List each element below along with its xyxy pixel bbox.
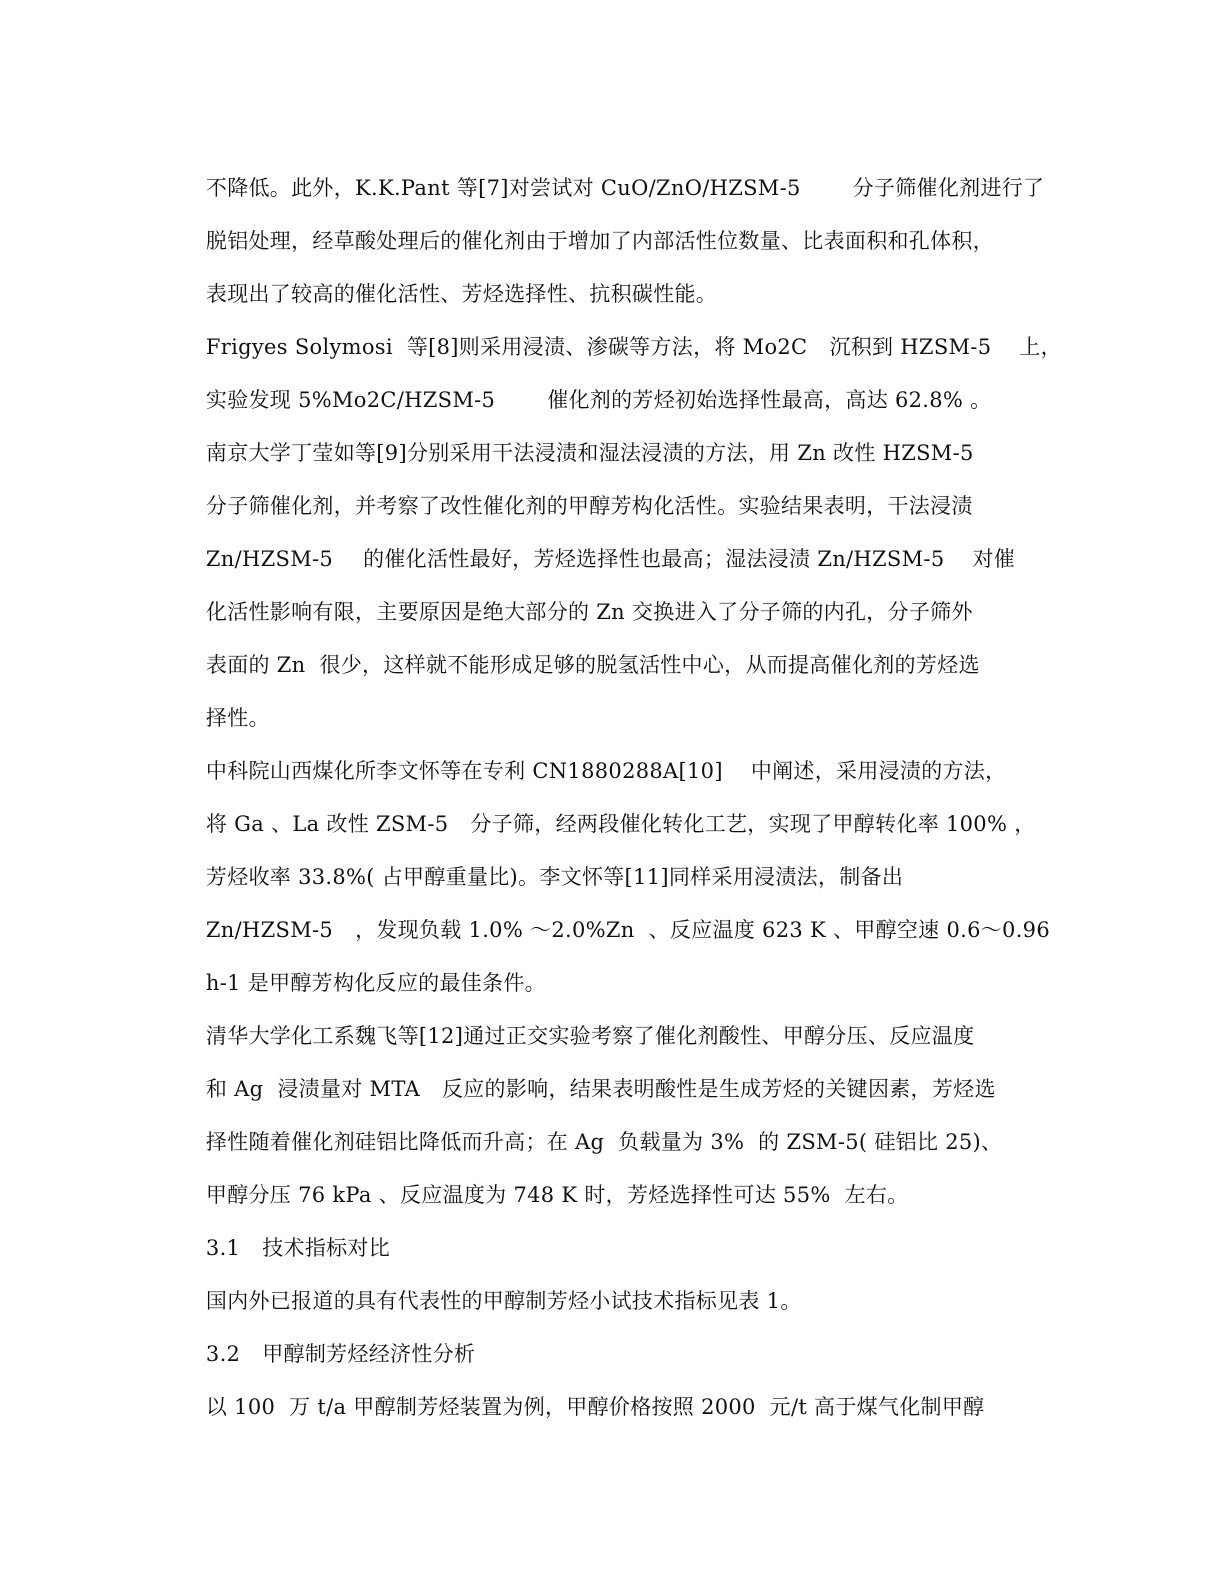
text-segment: 芳烃收率 33.8%( 占甲醇重量比)。李文怀等[11]同样采用浸渍法，制备出 <box>205 865 904 889</box>
text-segment: 分子筛催化剂进行了 <box>852 176 1045 200</box>
section-number: 3.1 <box>205 1236 241 1260</box>
text-segment: h-1 是甲醇芳构化反应的最佳条件。 <box>205 971 546 995</box>
text-segment: 反应的影响，结果表明酸性是生成芳烃的关键因素，芳烃选 <box>441 1077 996 1101</box>
text-segment: Frigyes Solymosi 等[8]则采用浸渍、渗碳等方法，将 Mo2C <box>205 335 808 359</box>
text-segment: 上， <box>1019 335 1062 359</box>
text-segment: 将 Ga 、La 改性 ZSM-5 <box>205 812 449 836</box>
text-segment: 表面的 Zn 很少，这样就不能形成足够的脱氢活性中心，从而提高催化剂的芳烃选 <box>205 653 980 677</box>
text-segment: 择性随着催化剂硅铝比降低而升高；在 Ag 负载量为 3% 的 ZSM-5( 硅铝比 25)、 <box>205 1130 1003 1154</box>
text-segment: 沉积到 HZSM-5 <box>829 335 992 359</box>
text-segment: 甲醇分压 76 kPa 、反应温度为 748 K 时，芳烃选择性可达 55% 左右。 <box>205 1183 909 1207</box>
text-line-24 <box>178 1362 984 1452</box>
text-segment: 择性。 <box>205 706 270 730</box>
section-title: 技术指标对比 <box>262 1236 391 1260</box>
text-segment: 国内外已报道的具有代表性的甲醇制芳烃小试技术指标见表 1。 <box>205 1289 802 1313</box>
text-line-10 <box>178 620 980 710</box>
text-segment: 以 100 万 t/a 甲醇制芳烃装置为例，甲醇价格按照 2000 元/t 高于煤气化制甲醇 <box>205 1395 985 1419</box>
text-segment: Zn/HZSM-5 <box>205 547 334 571</box>
text-segment: 实验发现 5%Mo2C/HZSM-5 <box>205 388 496 412</box>
section-number: 3.2 <box>205 1342 241 1366</box>
text-segment: 催化剂的芳烃初始选择性最高，高达 62.8% 。 <box>547 388 992 412</box>
text-segment: 中阐述，采用浸渍的方法， <box>750 759 1007 783</box>
section-title: 甲醇制芳烃经济性分析 <box>262 1342 476 1366</box>
text-segment: 不降低。此外，K.K.Pant 等[7]对尝试对 CuO/ZnO/HZSM-5 <box>205 176 801 200</box>
text-segment: Zn/HZSM-5 <box>205 918 334 942</box>
text-segment: 分子筛，经两段催化转化工艺，实现了甲醇转化率 100% ， <box>470 812 1036 836</box>
text-segment: 表现出了较高的催化活性、芳烃选择性、抗积碳性能。 <box>205 282 718 306</box>
text-segment: 中科院山西煤化所李文怀等在专利 CN1880288A[10] <box>205 759 723 783</box>
text-segment: 清华大学化工系魏飞等[12]通过正交实验考察了催化剂酸性、甲醇分压、反应温度 <box>205 1024 975 1048</box>
text-segment: 分子筛催化剂，并考察了改性催化剂的甲醇芳构化活性。实验结果表明，干法浸渍 <box>205 494 973 518</box>
text-segment: 脱铝处理，经草酸处理后的催化剂由于增加了内部活性位数量、比表面积和孔体积， <box>205 229 995 253</box>
text-segment: 对催 <box>972 547 1016 571</box>
text-segment: 化活性影响有限，主要原因是绝大部分的 Zn 交换进入了分子筛的内孔，分子筛外 <box>205 600 973 624</box>
text-segment: 南京大学丁莹如等[9]分别采用干法浸渍和湿法浸渍的方法，用 Zn 改性 HZSM-5 <box>205 441 974 465</box>
text-segment: ，发现负载 1.0% ～2.0%Zn 、反应温度 623 K 、甲醇空速 0.6～0.96 <box>355 918 1051 942</box>
text-segment: 和 Ag 浸渍量对 MTA <box>205 1077 420 1101</box>
text-segment: 的催化活性最好，芳烃选择性也最高；湿法浸渍 Zn/HZSM-5 <box>363 547 945 571</box>
